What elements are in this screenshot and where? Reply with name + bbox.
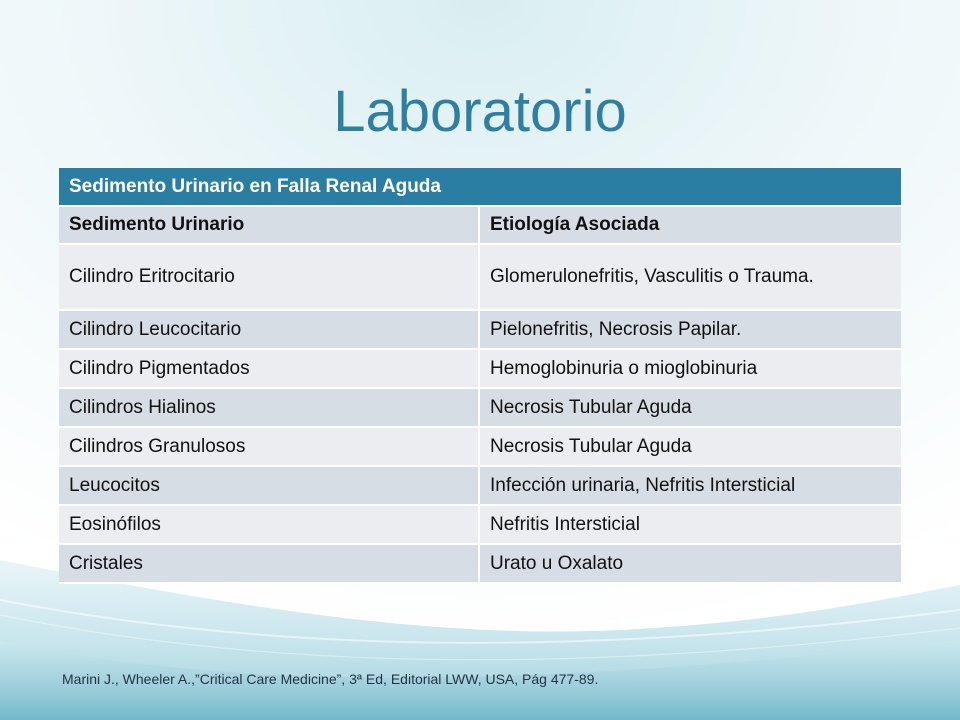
etiology-cell: Nefritis Intersticial — [479, 505, 901, 544]
citation: Marini J., Wheeler A.,”Critical Care Medicine”, 3ª Ed, Editorial LWW, USA, Pág 477-89. — [62, 671, 599, 687]
table-row — [59, 427, 901, 466]
table-row — [59, 544, 901, 583]
column-header-etiology: Etiología Asociada — [479, 206, 901, 244]
sediment-cell: Leucocitos — [59, 466, 479, 505]
sediment-cell: Cilindros Hialinos — [59, 388, 479, 427]
etiology-cell: Infección urinaria, Nefritis Intersticial — [479, 466, 901, 505]
table-row — [59, 349, 901, 388]
etiology-cell: Glomerulonefritis, Vasculitis o Trauma. — [479, 244, 901, 310]
sediment-cell: Eosinófilos — [59, 505, 479, 544]
etiology-cell: Necrosis Tubular Aguda — [479, 388, 901, 427]
table-row — [59, 388, 901, 427]
slide-title: Laboratorio — [333, 79, 627, 144]
table-row — [59, 466, 901, 505]
etiology-cell: Necrosis Tubular Aguda — [479, 427, 901, 466]
sediment-cell: Cilindro Pigmentados — [59, 349, 479, 388]
sediment-cell: Cilindro Leucocitario — [59, 310, 479, 349]
etiology-cell: Urato u Oxalato — [479, 544, 901, 583]
etiology-cell: Pielonefritis, Necrosis Papilar. — [479, 310, 901, 349]
sediment-cell: Cilindro Eritrocitario — [59, 244, 479, 310]
sediment-cell: Cilindros Granulosos — [59, 427, 479, 466]
column-header-sediment: Sedimento Urinario — [59, 206, 479, 244]
table-caption: Sedimento Urinario en Falla Renal Aguda — [59, 168, 901, 206]
table-header-row — [59, 206, 901, 244]
sediment-cell: Cristales — [59, 544, 479, 583]
sediment-table — [59, 168, 901, 584]
table-caption-row — [59, 168, 901, 206]
table-row — [59, 310, 901, 349]
table-row — [59, 244, 901, 310]
table-row — [59, 505, 901, 544]
etiology-cell: Hemoglobinuria o mioglobinuria — [479, 349, 901, 388]
